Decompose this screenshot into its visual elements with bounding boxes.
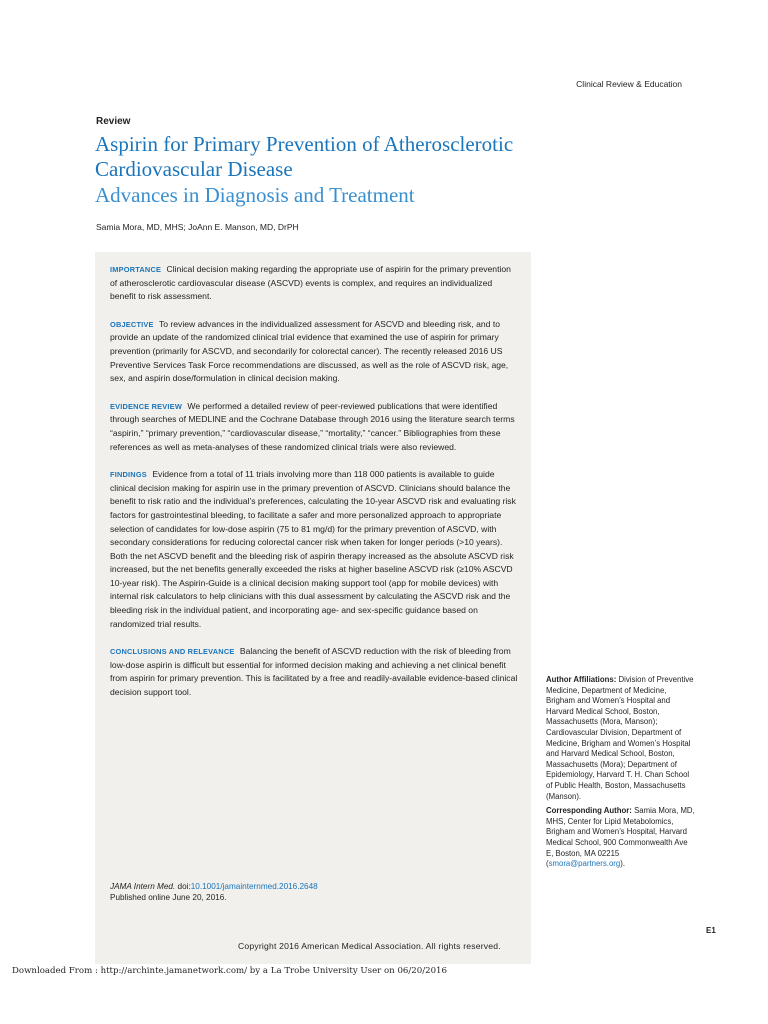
citation-line <box>110 881 318 892</box>
author-info-sidebar <box>546 675 696 874</box>
affiliations-label: Author Affiliations: <box>546 675 617 684</box>
author-affiliations <box>546 675 696 802</box>
citation <box>110 881 318 903</box>
doi-prefix: doi: <box>177 882 191 891</box>
corresponding-author: Corresponding Author: Samia Mora, MD, MHS, Center for Lipid Metabolomics, Brigham and Women’s Hospital, Harvard Medical School, 900 Commonwealth Ave E, Boston, MA 02215 (smora@partners.org). <box>546 806 695 869</box>
abstract-objective <box>110 318 520 386</box>
article-type: Review <box>96 116 131 127</box>
findings-heading: FINDINGS <box>110 470 147 480</box>
objective-heading: OBJECTIVE <box>110 319 154 329</box>
findings-text: Evidence from a total of 11 trials involving more than 118 000 patients is available to guide clinical decision making for aspirin use in the primary prevention of ASCVD. Clinicians should balance the benefit to risk ratio and the individual’s preferences, calculating the 10-year ASCVD risk and evaluating risk factors for gastrointestinal bleeding, to facilitate a safer and more personalized approach to appropriate selection of candidates for low-dose aspirin (75 to 81 mg/d) for the primary prevention of ASCVD, with secondary considerations for reducing colorectal cancer risk when taken for longer periods (>10 years). Both the net ASCVD benefit and the bleeding risk of aspirin therapy increased as the absolute ASCVD risk increased, but the net benefits generally exceeded the risks at higher baseline ASCVD risk (≥10% ASCVD 10-year risk). The Aspirin-Guide is a clinical decision making support tool (app for mobile devices) with internal risk calculators to help clinicians with this dual assessment by calculating the ASCVD risk and the bleeding risk in the individual patient, and incorporating age- and sex-specific guidance based on randomized trial results. <box>110 469 516 629</box>
copyright-notice: Copyright 2016 American Medical Association. All rights reserved. <box>238 941 501 951</box>
abstract-findings <box>110 468 520 631</box>
published-date: Published online June 20, 2016. <box>110 893 227 902</box>
evidence-review-text: We performed a detailed review of peer-reviewed publications that were identified through searches of MEDLINE and the Cochrane Database through 2016 using the literature search terms “aspirin,” “primary prevention,” “cardiovascular disease,” “mortality,” “cancer.” Bibliographies from these references as well as meta-analyses of these randomized clinical trials were also reviewed. <box>110 400 515 452</box>
email-link[interactable]: smora@partners.org <box>548 859 621 869</box>
abstract <box>110 263 520 714</box>
article-subtitle: Advances in Diagnosis and Treatment <box>95 183 415 207</box>
abstract-conclusions <box>110 645 520 699</box>
abstract-importance <box>110 263 520 304</box>
section-header: Clinical Review & Education <box>576 79 682 89</box>
conclusions-text: Balancing the benefit of ASCVD reduction with the risk of bleeding from low-dose aspirin is difficult but essential for informed decision making and achieving a net clinical benefit from aspirin for primary prevention. This is facilitated by a free and readily-available evidence-based clinical decision support tool. <box>110 646 518 698</box>
article-title: Aspirin for Primary Prevention of Atherosclerotic Cardiovascular Disease <box>95 132 514 181</box>
importance-heading: IMPORTANCE <box>110 265 162 274</box>
article-authors: Samia Mora, MD, MHS; JoAnn E. Manson, MD, DrPH <box>96 222 299 232</box>
corresponding-text: Samia Mora, MD, MHS, Center for Lipid Metabolomics, Brigham and Women’s Hospital, Harvard Medical School, 900 Commonwealth Ave E, Boston, MA 02215 <box>546 806 695 858</box>
objective-text: To review advances in the individualized assessment for ASCVD and bleeding risk, and to provide an update of the randomized clinical trial evidence that examined the use of aspirin for primary prevention (primarily for ASCVD, and secondarily for colorectal cancer). The recently released 2016 US Preventive Services Task Force recommendations are discussed, as well as the role of ASCVD risk, age, sex, and aspirin dose/formulation in clinical decision making. <box>110 318 509 384</box>
abstract-evidence-review <box>110 400 520 454</box>
journal-name: JAMA Intern Med. <box>110 882 176 891</box>
importance-text: Clinical decision making regarding the appropriate use of aspirin for the primary prevention of atherosclerotic cardiovascular disease (ASCVD) events is complex, and requires an individualized benefit to risk assessment. <box>110 264 511 302</box>
conclusions-heading: CONCLUSIONS AND RELEVANCE <box>110 647 235 657</box>
page-number: E1 <box>706 926 716 935</box>
evidence-review-heading: EVIDENCE REVIEW <box>110 401 182 411</box>
download-watermark: Downloaded From : http://archinte.jamanetwork.com/ by a La Trobe University User on 06/20/2016 <box>12 966 447 976</box>
corresponding-label: Corresponding Author: <box>546 806 632 816</box>
affiliations-text: Division of Preventive Medicine, Department of Medicine, Brigham and Women’s Hospital and Harvard Medical School, Boston, Massachusetts (Mora, Manson); Cardiovascular Division, Department of Medicine, Brigham and Women’s Hospital and Harvard Medical School, Boston, Massachusetts (Mora); Department of Epidemiology, Harvard T. H. Chan School of Public Health, Boston, Massachusetts (Manson). <box>546 675 694 801</box>
doi-link[interactable]: 10.1001/jamainternmed.2016.2648 <box>190 882 318 891</box>
